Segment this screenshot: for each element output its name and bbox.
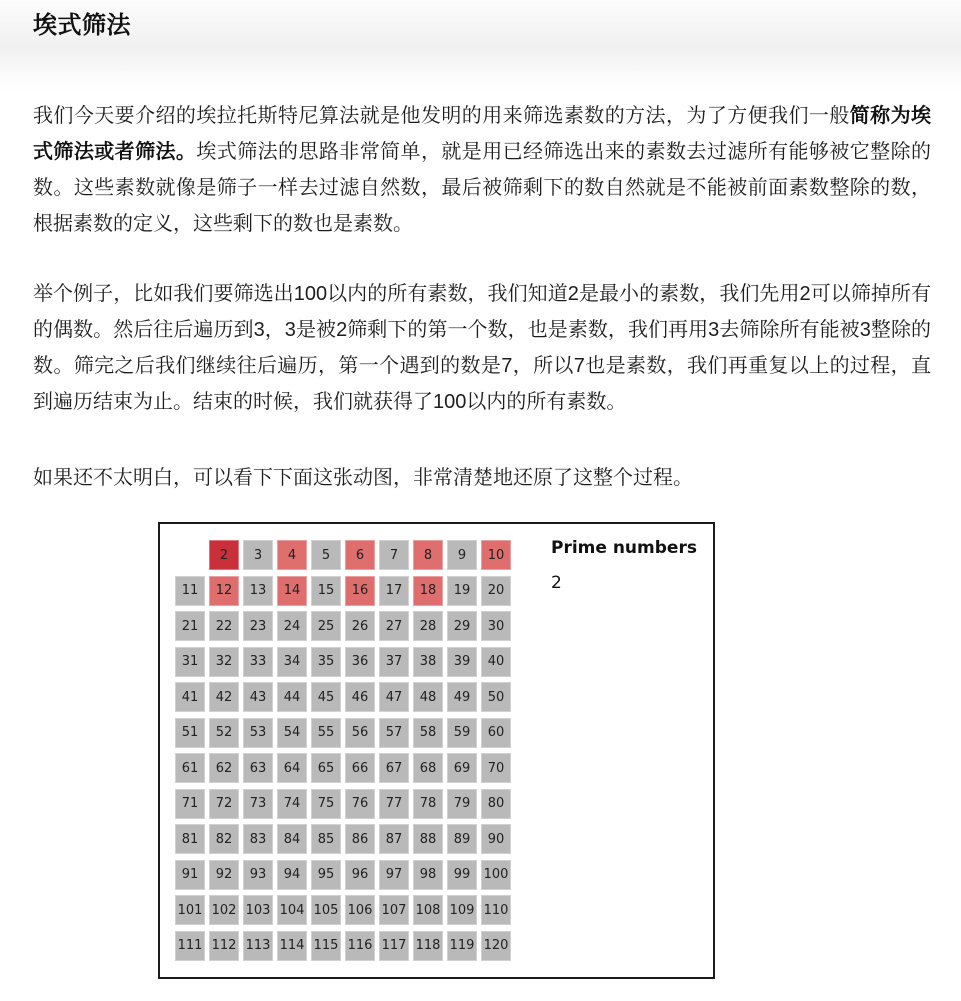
sieve-cell: 11 — [175, 576, 205, 606]
sieve-cell: 102 — [209, 895, 239, 925]
sieve-cell: 6 — [345, 540, 375, 570]
sieve-cell: 66 — [345, 753, 375, 783]
sieve-cell: 78 — [413, 789, 443, 819]
sieve-cell: 112 — [209, 931, 239, 961]
paragraph-1-bold-text: 简称为埃式筛法或者筛法。 — [33, 105, 932, 163]
sieve-cell: 37 — [379, 647, 409, 677]
sieve-cell: 100 — [481, 860, 511, 890]
sieve-cell: 36 — [345, 647, 375, 677]
sieve-cell: 51 — [175, 718, 205, 748]
sieve-cell: 74 — [277, 789, 307, 819]
sieve-cell: 113 — [243, 931, 273, 961]
sieve-cell: 49 — [447, 682, 477, 712]
sieve-cell: 110 — [481, 895, 511, 925]
sieve-cell: 32 — [209, 647, 239, 677]
sieve-cell: 81 — [175, 824, 205, 854]
sieve-cell: 55 — [311, 718, 341, 748]
sieve-cell: 30 — [481, 611, 511, 641]
sieve-cell: 61 — [175, 753, 205, 783]
sieve-cell: 96 — [345, 860, 375, 890]
sieve-cell: 116 — [345, 931, 375, 961]
sieve-cell: 77 — [379, 789, 409, 819]
sieve-cell: 69 — [447, 753, 477, 783]
sieve-cell: 72 — [209, 789, 239, 819]
sieve-cell: 63 — [243, 753, 273, 783]
article-body — [0, 98, 961, 979]
sieve-cell: 84 — [277, 824, 307, 854]
sieve-cell: 117 — [379, 931, 409, 961]
sieve-cell: 34 — [277, 647, 307, 677]
paragraph-1-text-post: 埃式筛法的思路非常简单，就是用已经筛选出来的素数去过滤所有能够被它整除的数。这些素数就像是筛子一样去过滤自然数，最后被筛剩下的数自然就是不能被前面素数整除的数，根据素数的定义，这些剩下的数也是素数。 — [33, 141, 932, 235]
sieve-cell: 53 — [243, 718, 273, 748]
sieve-cell: 68 — [413, 753, 443, 783]
sieve-cell: 103 — [243, 895, 273, 925]
sieve-cell: 28 — [413, 611, 443, 641]
sieve-cell: 9 — [447, 540, 477, 570]
sieve-cell: 22 — [209, 611, 239, 641]
sieve-cell: 39 — [447, 647, 477, 677]
sieve-cell: 120 — [481, 931, 511, 961]
sieve-cell: 3 — [243, 540, 273, 570]
sieve-cell: 12 — [209, 576, 239, 606]
sieve-cell: 92 — [209, 860, 239, 890]
sieve-cell: 107 — [379, 895, 409, 925]
sieve-cell: 17 — [379, 576, 409, 606]
sieve-cell: 67 — [379, 753, 409, 783]
sieve-cell: 38 — [413, 647, 443, 677]
sieve-cell: 18 — [413, 576, 443, 606]
sieve-cell: 45 — [311, 682, 341, 712]
sieve-cell: 15 — [311, 576, 341, 606]
sieve-cell: 13 — [243, 576, 273, 606]
sieve-cell: 88 — [413, 824, 443, 854]
sieve-cell: 24 — [277, 611, 307, 641]
sieve-cell: 108 — [413, 895, 443, 925]
sieve-cell: 21 — [175, 611, 205, 641]
sieve-cell: 58 — [413, 718, 443, 748]
sieve-cell: 25 — [311, 611, 341, 641]
sieve-cell: 27 — [379, 611, 409, 641]
sieve-cell: 115 — [311, 931, 341, 961]
sieve-cell: 76 — [345, 789, 375, 819]
sieve-cell: 111 — [175, 931, 205, 961]
sieve-cell: 46 — [345, 682, 375, 712]
sieve-cell: 42 — [209, 682, 239, 712]
sieve-cell: 10 — [481, 540, 511, 570]
sieve-cell: 23 — [243, 611, 273, 641]
sieve-cell: 80 — [481, 789, 511, 819]
sieve-cell: 118 — [413, 931, 443, 961]
sieve-cell: 31 — [175, 647, 205, 677]
sieve-cell: 65 — [311, 753, 341, 783]
sieve-cell: 87 — [379, 824, 409, 854]
sieve-cell: 60 — [481, 718, 511, 748]
sieve-cell: 20 — [481, 576, 511, 606]
sieve-legend — [551, 538, 697, 593]
sieve-cell: 4 — [277, 540, 307, 570]
sieve-cell: 91 — [175, 860, 205, 890]
sieve-cell: 29 — [447, 611, 477, 641]
sieve-cell: 47 — [379, 682, 409, 712]
sieve-cell: 48 — [413, 682, 443, 712]
page-title: 埃式筛法 — [33, 12, 131, 39]
sieve-cell: 62 — [209, 753, 239, 783]
sieve-cell: 52 — [209, 718, 239, 748]
sieve-cell: 75 — [311, 789, 341, 819]
sieve-cell: 97 — [379, 860, 409, 890]
legend-title: Prime numbers — [551, 538, 697, 558]
sieve-cell: 64 — [277, 753, 307, 783]
sieve-cell: 79 — [447, 789, 477, 819]
paragraph-3: 如果还不太明白，可以看下下面这张动图，非常清楚地还原了这整个过程。 — [33, 467, 693, 489]
sieve-grid — [175, 540, 511, 961]
sieve-cell: 50 — [481, 682, 511, 712]
sieve-cell: 104 — [277, 895, 307, 925]
sieve-cell: 119 — [447, 931, 477, 961]
sieve-cell: 106 — [345, 895, 375, 925]
paragraph-1-text-pre: 我们今天要介绍的埃拉托斯特尼算法就是他发明的用来筛选素数的方法，为了方便我们一般 — [33, 105, 850, 127]
sieve-cell: 35 — [311, 647, 341, 677]
sieve-cell: 54 — [277, 718, 307, 748]
sieve-cell: 93 — [243, 860, 273, 890]
sieve-cell: 8 — [413, 540, 443, 570]
sieve-cell: 2 — [209, 540, 239, 570]
sieve-cell: 95 — [311, 860, 341, 890]
sieve-cell: 43 — [243, 682, 273, 712]
sieve-cell: 19 — [447, 576, 477, 606]
sieve-cell: 7 — [379, 540, 409, 570]
sieve-cell: 85 — [311, 824, 341, 854]
legend-found-primes: 2 — [551, 573, 562, 593]
sieve-cell: 101 — [175, 895, 205, 925]
sieve-cell: 57 — [379, 718, 409, 748]
sieve-cell: 40 — [481, 647, 511, 677]
sieve-cell: 56 — [345, 718, 375, 748]
paragraph-1 — [33, 98, 931, 242]
sieve-cell: 70 — [481, 753, 511, 783]
sieve-cell: 98 — [413, 860, 443, 890]
sieve-cell: 90 — [481, 824, 511, 854]
sieve-cell: 89 — [447, 824, 477, 854]
paragraph-2: 举个例子，比如我们要筛选出100以内的所有素数，我们知道2是最小的素数，我们先用2可以筛掉所有的偶数。然后往后遍历到3，3是被2筛剩下的第一个数，也是素数，我们再用3去筛除所有能被3整除的数。筛完之后我们继续往后遍历，第一个遇到的数是7，所以7也是素数，我们再重复以上的过程，直到遍历结束为止。结束的时候，我们就获得了100以内的所有素数。 — [33, 283, 931, 413]
sieve-cell: 73 — [243, 789, 273, 819]
sieve-animation-image — [158, 522, 715, 979]
sieve-cell: 14 — [277, 576, 307, 606]
sieve-cell: 86 — [345, 824, 375, 854]
sieve-cell: 71 — [175, 789, 205, 819]
sieve-cell: 82 — [209, 824, 239, 854]
sieve-cell: 33 — [243, 647, 273, 677]
sieve-cell: 109 — [447, 895, 477, 925]
sieve-cell: 41 — [175, 682, 205, 712]
sieve-cell: 99 — [447, 860, 477, 890]
sieve-cell: 16 — [345, 576, 375, 606]
sieve-cell: 44 — [277, 682, 307, 712]
sieve-cell: 59 — [447, 718, 477, 748]
sieve-cell: 94 — [277, 860, 307, 890]
sieve-cell: 83 — [243, 824, 273, 854]
sieve-cell: 26 — [345, 611, 375, 641]
sieve-cell: 114 — [277, 931, 307, 961]
sieve-cell: 105 — [311, 895, 341, 925]
sieve-cell: 5 — [311, 540, 341, 570]
